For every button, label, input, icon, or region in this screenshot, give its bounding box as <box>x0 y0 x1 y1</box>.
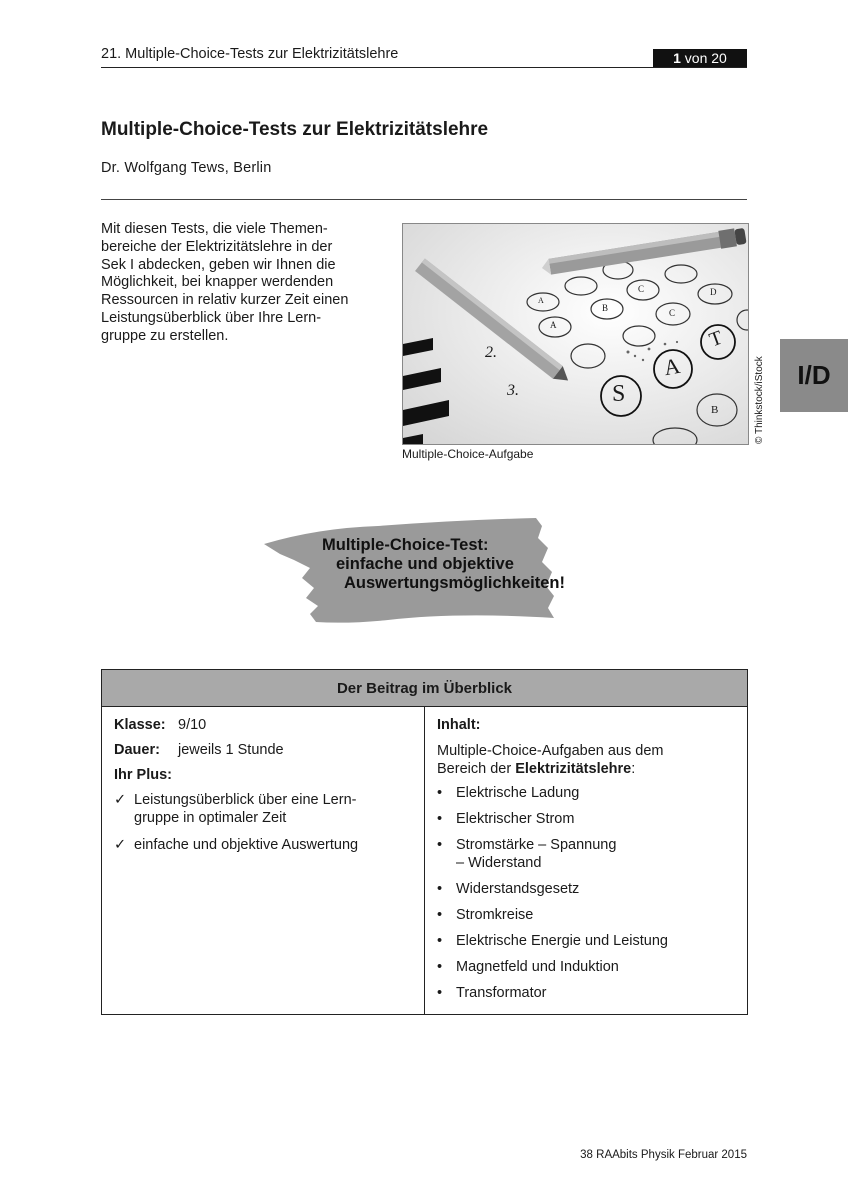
overview-right-column <box>437 717 737 1010</box>
topic-text: Elektrischer Strom <box>456 811 575 827</box>
inhalt-intro-text: Bereich der <box>437 761 516 777</box>
bubble-letter: B <box>602 303 609 313</box>
page-footer: 38 RAAbits Physik Februar 2015 <box>580 1149 747 1161</box>
plus-item-line: einfache und objektive Auswertung <box>134 837 359 853</box>
topic-item <box>437 836 737 872</box>
image-caption: Multiple-Choice-Aufgabe <box>402 447 534 461</box>
bubble-letter-t: T <box>706 326 726 352</box>
page-current: 1 <box>673 50 681 66</box>
bubble-letter: C <box>669 308 676 318</box>
bubble-letter: B <box>711 404 719 416</box>
page-total: von 20 <box>680 50 727 66</box>
topic-text: Transformator <box>456 985 547 1001</box>
bubble-letter: C <box>638 284 645 294</box>
intro-line: gruppe zu erstellen. <box>101 327 229 344</box>
klasse-label: Klasse: <box>114 717 166 733</box>
image-credit: © Thinkstock/iStock <box>754 356 765 444</box>
inhalt-intro <box>437 742 737 778</box>
banner-line-1: Multiple-Choice-Test: <box>322 536 489 554</box>
intro-line: bereiche der Elektrizitätslehre in der <box>101 238 333 255</box>
page-number-badge <box>653 49 747 68</box>
topic-item <box>437 958 737 976</box>
dauer-row <box>114 742 414 758</box>
bubble-letter: D <box>710 287 717 297</box>
page-title: Multiple-Choice-Tests zur Elektrizitätslehre <box>101 119 489 140</box>
overview-column-divider <box>424 707 425 1014</box>
bullet-icon: • <box>437 959 443 975</box>
topic-text: Widerstandsgesetz <box>456 881 580 897</box>
topic-text: Magnetfeld und Induktion <box>456 959 619 975</box>
topic-text: Elektrische Energie und Leistung <box>456 933 668 949</box>
bullet-icon: • <box>437 837 443 853</box>
dauer-value: jeweils 1 Stunde <box>178 742 284 758</box>
bullet-icon: • <box>437 881 443 897</box>
bubble-letter: A <box>550 320 557 330</box>
klasse-row <box>114 717 414 733</box>
bullet-icon: • <box>437 907 443 923</box>
header-divider <box>101 67 747 68</box>
bullet-icon: • <box>437 811 443 827</box>
inhalt-intro-bold: Elektrizitätslehre <box>515 761 632 777</box>
banner-line-3: Auswertungsmöglichkeiten! <box>344 574 565 592</box>
multiple-choice-photo <box>402 223 749 445</box>
plus-item-line: gruppe in optimaler Zeit <box>134 810 287 826</box>
topic-item <box>437 784 737 802</box>
author-divider <box>101 199 747 200</box>
intro-paragraph <box>101 221 375 346</box>
topic-item <box>437 984 737 1002</box>
topic-text: Stromkreise <box>456 907 534 923</box>
bullet-icon: • <box>437 985 443 1001</box>
plus-label: Ihr Plus: <box>114 767 173 783</box>
inhalt-intro-line: Multiple-Choice-Aufgaben aus dem <box>437 743 664 759</box>
question-number: 2. <box>485 344 497 361</box>
question-number: 3. <box>507 382 519 399</box>
overview-box <box>101 669 748 1015</box>
plus-item <box>114 836 414 854</box>
bubble-letter-a: A <box>661 352 682 381</box>
inhalt-label: Inhalt: <box>437 717 481 733</box>
topic-text: – Widerstand <box>456 855 542 871</box>
topic-item <box>437 906 737 924</box>
bubble-letter-s: S <box>612 381 626 407</box>
plus-item-line: Leistungsüberblick über eine Lern- <box>134 792 357 808</box>
overview-heading: Der Beitrag im Überblick <box>102 670 747 707</box>
inhalt-intro-colon: : <box>631 761 636 777</box>
running-title: 21. Multiple-Choice-Tests zur Elektrizitätslehre <box>101 46 399 62</box>
dauer-label: Dauer: <box>114 742 160 758</box>
overview-left-column <box>114 717 414 863</box>
checkmark-icon: ✓ <box>114 792 127 808</box>
checkmark-icon: ✓ <box>114 837 127 853</box>
bubble-letter: A <box>538 296 544 305</box>
intro-line: Mit diesen Tests, die viele Themen- <box>101 221 328 237</box>
topic-text: Stromstärke – Spannung <box>456 837 617 853</box>
klasse-value: 9/10 <box>178 717 207 733</box>
topic-item <box>437 810 737 828</box>
bullet-icon: • <box>437 933 443 949</box>
banner-line-2: einfache und objektive <box>336 555 514 573</box>
plus-item <box>114 791 414 827</box>
intro-line: Sek I abdecken, geben wir Ihnen die <box>101 256 336 273</box>
intro-line: Möglichkeit, bei knapper werdenden <box>101 274 334 291</box>
banner-text <box>322 536 565 593</box>
photo-printed-labels <box>403 224 748 444</box>
topic-text: Elektrische Ladung <box>456 785 580 801</box>
inhalt-intro-line <box>437 760 737 778</box>
intro-line: Leistungsüberblick über Ihre Lern- <box>101 309 322 326</box>
section-tab: I/D <box>780 339 848 412</box>
intro-line: Ressourcen in relativ kurzer Zeit einen <box>101 292 349 309</box>
topic-item <box>437 880 737 898</box>
bullet-icon: • <box>437 785 443 801</box>
topic-item <box>437 932 737 950</box>
author-line: Dr. Wolfgang Tews, Berlin <box>101 160 272 176</box>
